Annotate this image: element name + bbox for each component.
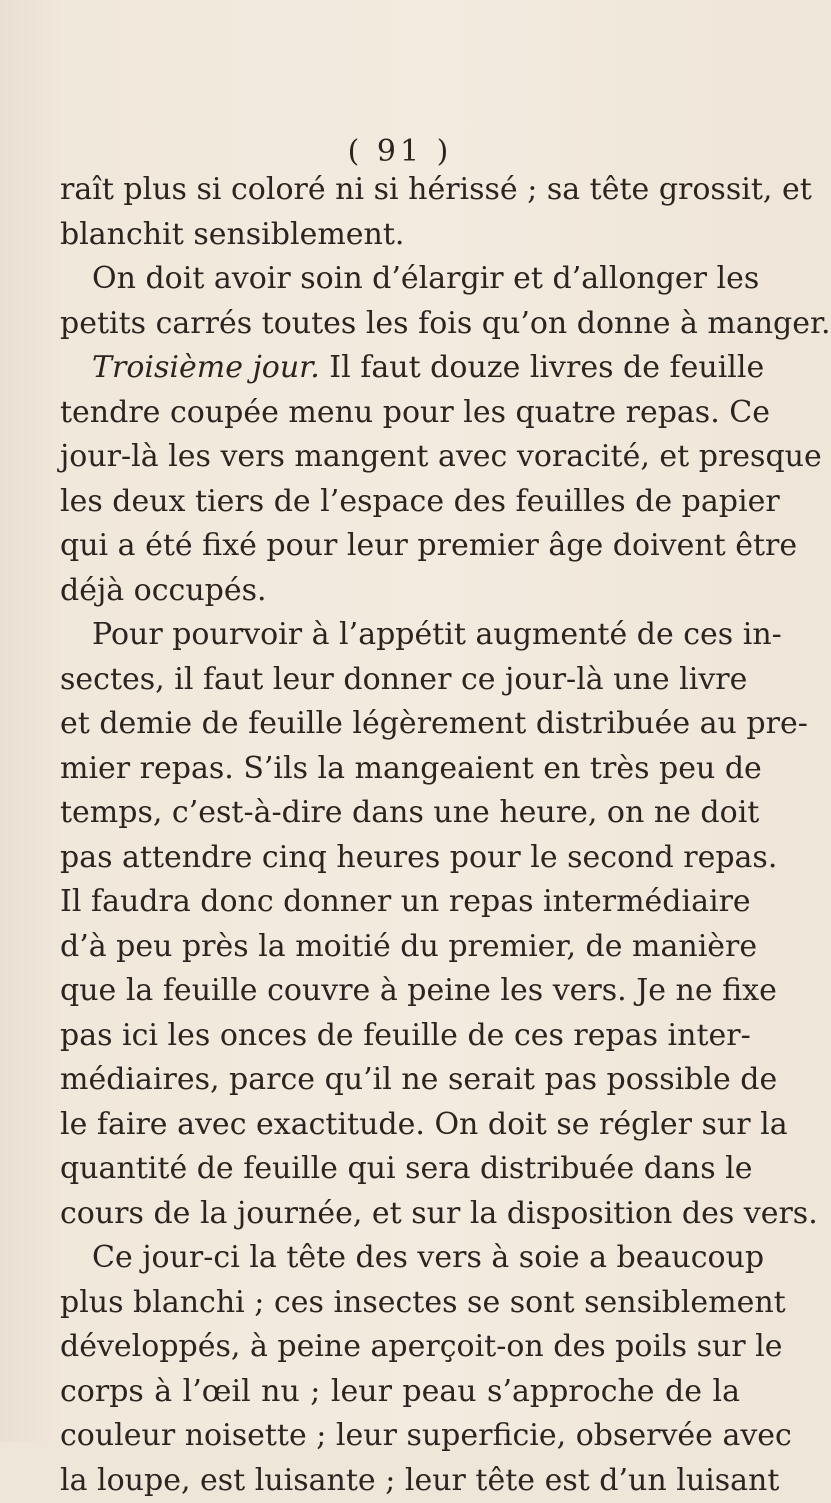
text-line: corps à l’œil nu ; leur peau s’approche de la bbox=[60, 1370, 740, 1415]
text-line: couleur noisette ; leur superficie, observée avec bbox=[60, 1414, 740, 1459]
page-number: ( 91 ) bbox=[0, 132, 800, 172]
text-line: les deux tiers de l’espace des feuilles de papier bbox=[60, 480, 740, 525]
body-text bbox=[60, 168, 740, 1503]
text-line: pas attendre cinq heures pour le second repas. bbox=[60, 836, 740, 881]
text-line bbox=[60, 346, 740, 391]
text-line: Pour pourvoir à l’appétit augmenté de ces in- bbox=[60, 613, 740, 658]
text-line: tendre coupée menu pour les quatre repas. Ce bbox=[60, 391, 740, 436]
text-line: d’à peu près la moitié du premier, de manière bbox=[60, 925, 740, 970]
text-line: sectes, il faut leur donner ce jour-là une livre bbox=[60, 658, 740, 703]
text-line: développés, à peine aperçoit-on des poils sur le bbox=[60, 1325, 740, 1370]
text-line: médiaires, parce qu’il ne serait pas possible de bbox=[60, 1058, 740, 1103]
section-heading-italic: Troisième jour. bbox=[92, 350, 320, 385]
text-line: pas ici les onces de feuille de ces repas inter- bbox=[60, 1014, 740, 1059]
text-line: qui a été fixé pour leur premier âge doivent être bbox=[60, 524, 740, 569]
text-line: On doit avoir soin d’élargir et d’allonger les bbox=[60, 257, 740, 302]
text-line: raît plus si coloré ni si hérissé ; sa tête grossit, et bbox=[60, 168, 740, 213]
text-line: blanchit sensiblement. bbox=[60, 213, 740, 258]
text-line: Ce jour-ci la tête des vers à soie a beaucoup bbox=[60, 1236, 740, 1281]
text-line: quantité de feuille qui sera distribuée dans le bbox=[60, 1147, 740, 1192]
text-line: mier repas. S’ils la mangeaient en très peu de bbox=[60, 747, 740, 792]
text-line: et demie de feuille légèrement distribuée au pre- bbox=[60, 702, 740, 747]
text-line: Il faudra donc donner un repas intermédiaire bbox=[60, 880, 740, 925]
text-line-rest: Il faut douze livres de feuille bbox=[320, 350, 764, 385]
text-line: cours de la journée, et sur la disposition des vers. bbox=[60, 1192, 740, 1237]
text-line: que la feuille couvre à peine les vers. Je ne fixe bbox=[60, 969, 740, 1014]
text-line: déjà occupés. bbox=[60, 569, 740, 614]
text-line: le faire avec exactitude. On doit se régler sur la bbox=[60, 1103, 740, 1148]
text-line: la loupe, est luisante ; leur tête est d’un luisant bbox=[60, 1459, 740, 1503]
text-line: temps, c’est-à-dire dans une heure, on ne doit bbox=[60, 791, 740, 836]
text-line: jour-là les vers mangent avec voracité, et presque bbox=[60, 435, 740, 480]
text-line: plus blanchi ; ces insectes se sont sensiblement bbox=[60, 1281, 740, 1326]
text-line: petits carrés toutes les fois qu’on donne à manger. bbox=[60, 302, 740, 347]
